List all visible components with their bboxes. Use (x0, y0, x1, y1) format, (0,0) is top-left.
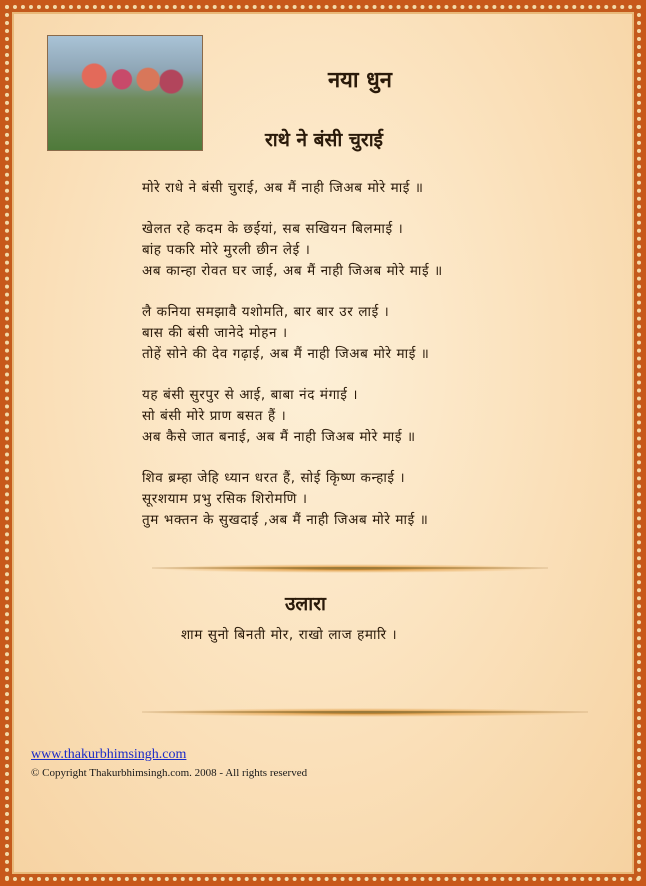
poem-line: यह बंसी सुरपुर से आई, बाबा नंद मंगाई । (142, 387, 359, 403)
poem-line: सो बंसी मोरे प्राण बसत हैं । (142, 408, 287, 424)
poem-line: बांह पकरि मोरे मुरली छीन लेई । (142, 242, 311, 258)
stanza (142, 219, 443, 282)
poem-line: लै कनिया समझावै यशोमति, बार बार उर लाई । (142, 304, 390, 320)
poem-line: तुम भक्तन के सुखदाई ,अब मैं नाही जिअब मोरे माई ॥ (142, 512, 429, 528)
poem-line: तोहें सोने की देव गढ़ाई, अब मैं नाही जिअब मोरे माई ॥ (142, 346, 430, 362)
poem-body (142, 178, 443, 551)
page-content (12, 12, 634, 874)
page-title: नया धुन (327, 68, 393, 93)
poem-line: शिव ब्रम्हा जेहि ध्यान धरत हैं, सोई किृष्ण कन्हाई । (142, 470, 406, 486)
stanza (142, 178, 443, 199)
ornamental-divider (152, 564, 548, 573)
dotted-border (5, 5, 641, 881)
stanza (142, 385, 443, 448)
poem-line: अब कैसे जात बनाई, अब मैं नाही जिअब मोरे माई ॥ (142, 429, 416, 445)
stanza (142, 468, 443, 531)
poem-line: अब कान्हा रोवत घर जाई, अब मैं नाही जिअब मोरे माई ॥ (142, 263, 443, 279)
website-link[interactable]: www.thakurbhimsingh.com (31, 747, 187, 762)
poem-line: सूरशयाम प्रभु रसिक शिरोमणि । (142, 491, 308, 507)
ornamental-divider (142, 708, 588, 717)
poem-line: बास की बंसी जानेदे मोहन । (142, 325, 288, 341)
poem-title: राथे ने बंसी चुराई (265, 129, 383, 151)
poem-line: खेलत रहे कदम के छईयां, सब सखियन बिलमाई । (142, 221, 404, 237)
poem-line: मोरे राधे ने बंसी चुराई, अब मैं नाही जिअब मोरे माई ॥ (142, 180, 424, 196)
ulara-heading: उलारा (285, 593, 326, 615)
ulara-line: शाम सुनो बिनती मोर, राखो लाज हमारि । (181, 627, 398, 643)
stanza (142, 302, 443, 365)
copyright-notice: © Copyright Thakurbhimsingh.com. 2008 - All rights reserved (31, 767, 308, 779)
